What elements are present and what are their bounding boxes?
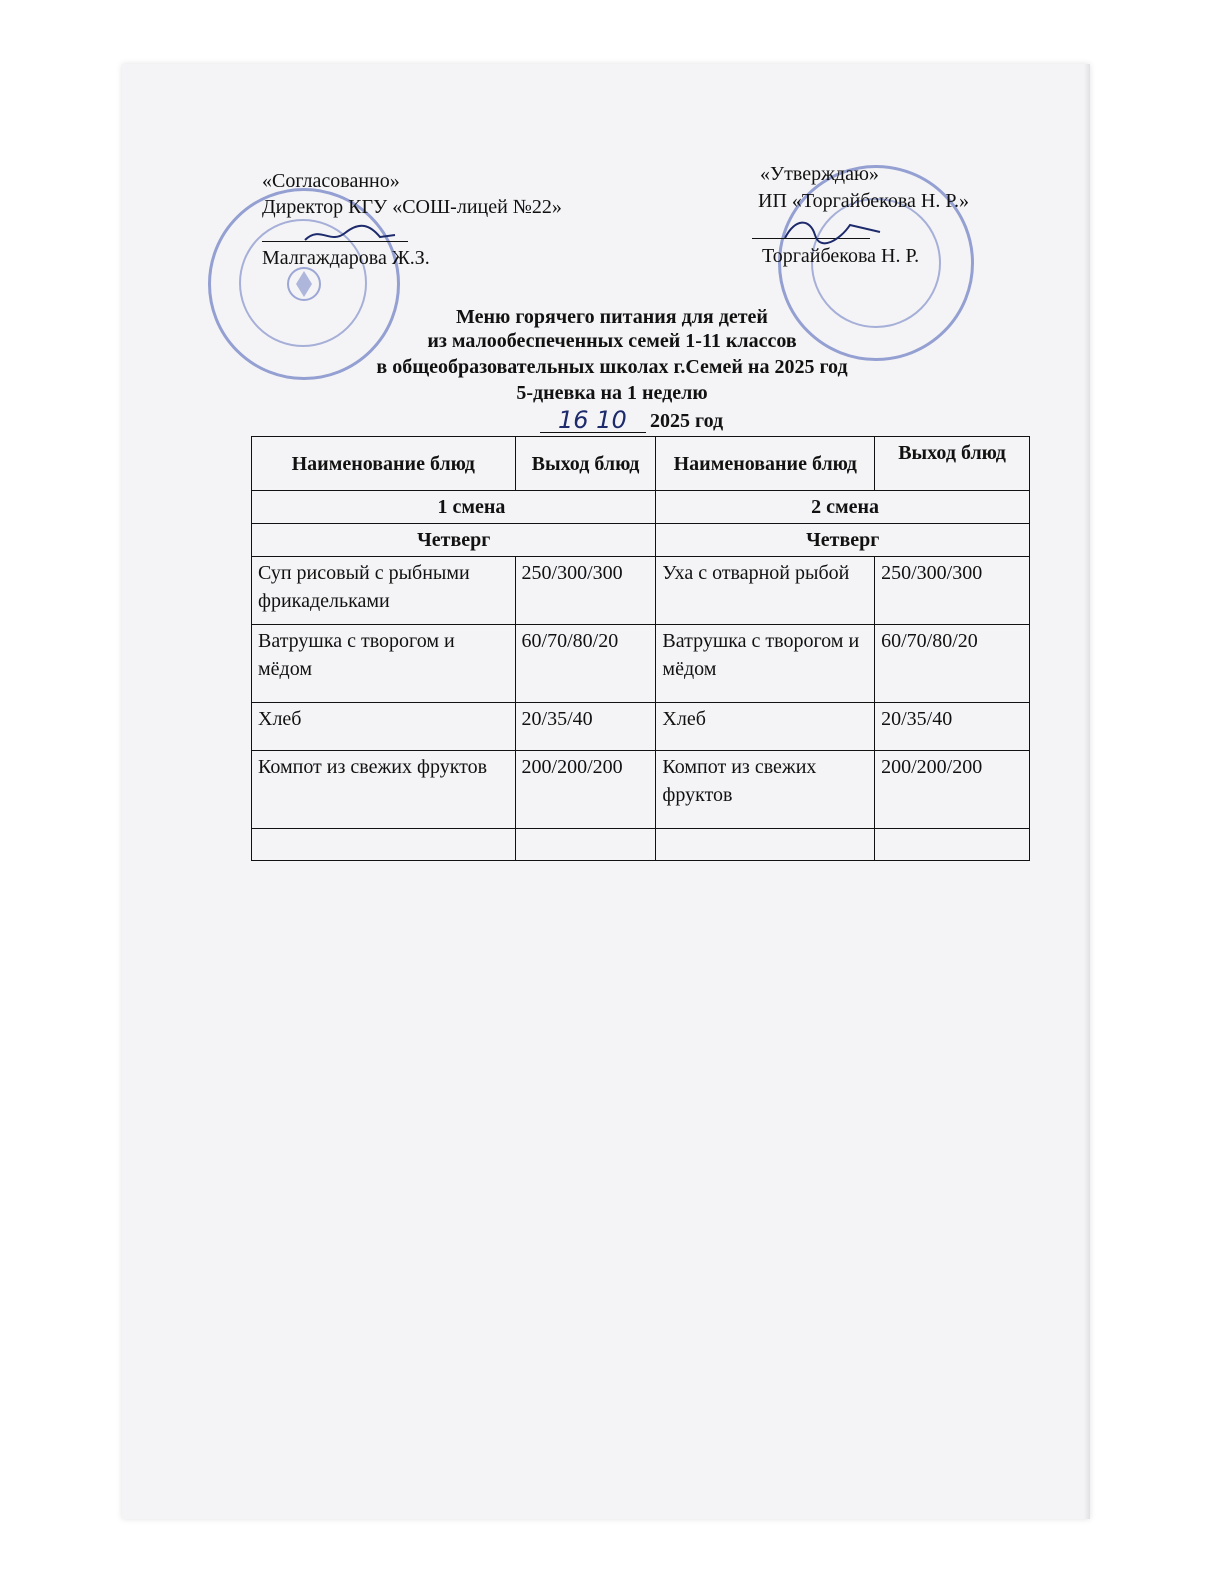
yield-cell [875, 829, 1030, 861]
yield-cell: 20/35/40 [875, 703, 1030, 751]
table-row [252, 703, 1030, 751]
right-header-ip: ИП «Торгайбекова Н. Р.» [758, 190, 969, 212]
right-header-signer: Торгайбекова Н. Р. [762, 245, 920, 267]
table-row [252, 557, 1030, 625]
yield-cell: 60/70/80/20 [875, 625, 1030, 703]
header-yield-1: Выход блюд [515, 437, 656, 491]
yield-cell: 20/35/40 [515, 703, 656, 751]
dish-cell: Суп рисовый с рыбными фрикадельками [252, 557, 516, 625]
right-signature [780, 210, 890, 250]
title-line1: Меню горячего питания для детей [456, 306, 768, 328]
dish-cell: Компот из свежих фруктов [252, 751, 516, 829]
dish-cell [252, 829, 516, 861]
dish-cell: Ватрушка с творогом и мёдом [252, 625, 516, 703]
left-header-agreed: «Согласованно» [262, 170, 400, 192]
day-1: Четверг [252, 524, 656, 557]
dish-cell [656, 829, 875, 861]
yield-cell: 200/200/200 [515, 751, 656, 829]
yield-cell: 250/300/300 [515, 557, 656, 625]
left-header-signer: Малгаждарова Ж.З. [262, 247, 430, 269]
dish-cell: Хлеб [656, 703, 875, 751]
header-yield-2: Выход блюд [875, 437, 1030, 491]
day-2: Четверг [656, 524, 1030, 557]
title-line2: из малообеспеченных семей 1-11 классов [427, 330, 797, 352]
header-dish-2: Наименование блюд [656, 437, 875, 491]
dish-cell: Хлеб [252, 703, 516, 751]
shift-1: 1 смена [252, 491, 656, 524]
left-header-director: Директор КГУ «СОШ-лицей №22» [262, 196, 562, 218]
yield-cell: 250/300/300 [875, 557, 1030, 625]
title-year: 2025 год [650, 410, 724, 432]
dish-cell: Ватрушка с творогом и мёдом [656, 625, 875, 703]
title-line4: 5-дневка на 1 неделю [516, 382, 708, 404]
shift-2: 2 смена [656, 491, 1030, 524]
table-row [252, 625, 1030, 703]
header-dish-1: Наименование блюд [252, 437, 516, 491]
yield-cell: 60/70/80/20 [515, 625, 656, 703]
dish-cell: Уха с отварной рыбой [656, 557, 875, 625]
yield-cell: 200/200/200 [875, 751, 1030, 829]
table-row-empty [252, 829, 1030, 861]
date-handwritten: 16 10 [558, 406, 627, 434]
menu-table [251, 436, 1030, 861]
table-row [252, 751, 1030, 829]
yield-cell [515, 829, 656, 861]
title-line3: в общеобразовательных школах г.Семей на 2025 год [376, 356, 848, 378]
right-header-approve: «Утверждаю» [760, 163, 879, 185]
dish-cell: Компот из свежих фруктов [656, 751, 875, 829]
